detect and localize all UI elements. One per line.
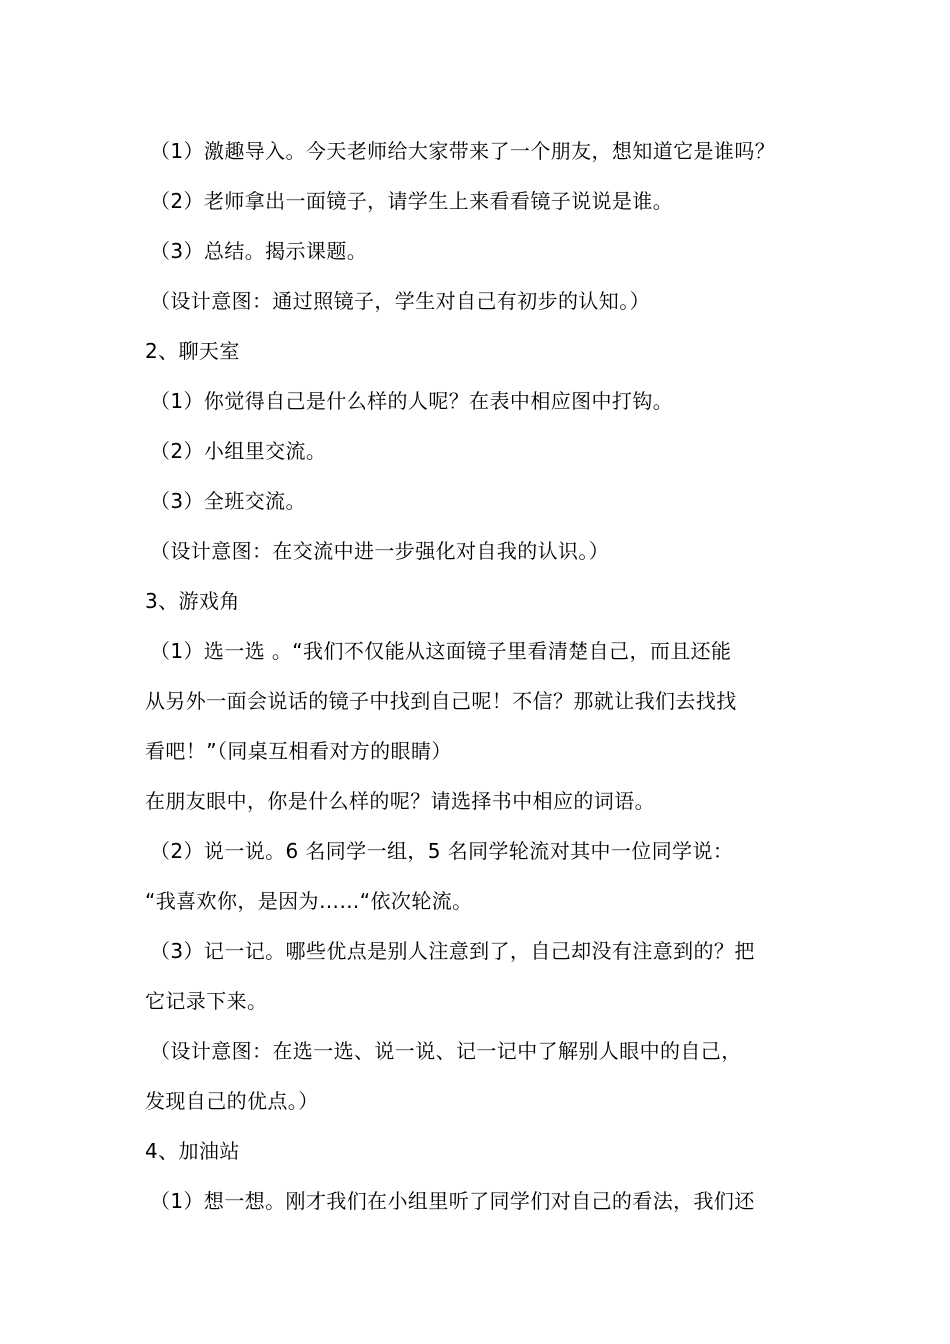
paragraph-line: （2）小组里交流。 [150,439,327,463]
paragraph-line: “我喜欢你，是因为……“依次轮流。 [145,889,473,913]
paragraph-line: （设计意图：在交流中进一步强化对自我的认识。） [150,539,610,563]
paragraph-line: 看吧！”（同桌互相看对方的眼睛） [145,739,452,763]
paragraph-line: （1）激趣导入。今天老师给大家带来了一个朋友，想知道它是谁吗？ [150,139,776,163]
paragraph-line: （设计意图：通过照镜子，学生对自己有初步的认知。） [150,289,650,313]
paragraph-line: （3）全班交流。 [150,489,306,513]
paragraph-line: （2）老师拿出一面镜子，请学生上来看看镜子说说是谁。 [150,189,674,213]
paragraph-line: （1）选一选 。“我们不仅能从这面镜子里看清楚自己，而且还能 [150,639,732,663]
paragraph-line: （3）记一记。哪些优点是别人注意到了，自己却没有注意到的？把 [150,939,755,963]
section-heading: 2、聊天室 [145,339,240,363]
section-heading: 3、游戏角 [145,589,240,613]
document-body [145,126,825,1226]
paragraph-line: 发现自己的优点。） [145,1089,319,1113]
paragraph-line: 它记录下来。 [145,989,268,1013]
paragraph-line: （2）说一说。6 名同学一组，5 名同学轮流对其中一位同学说： [150,839,734,863]
paragraph-line: （1）想一想。刚才我们在小组里听了同学们对自己的看法，我们还 [150,1189,755,1213]
paragraph-line: （1）你觉得自己是什么样的人呢？在表中相应图中打钩。 [150,389,674,413]
paragraph-line: （3）总结。揭示课题。 [150,239,368,263]
section-heading: 4、加油站 [145,1139,240,1163]
paragraph-line: 在朋友眼中，你是什么样的呢？请选择书中相应的词语。 [145,789,655,813]
paragraph-line: （设计意图：在选一选、说一说、记一记中了解别人眼中的自己， [150,1039,742,1063]
paragraph-line: 从另外一面会说话的镜子中找到自己呢！不信？那就让我们去找找 [145,689,737,713]
